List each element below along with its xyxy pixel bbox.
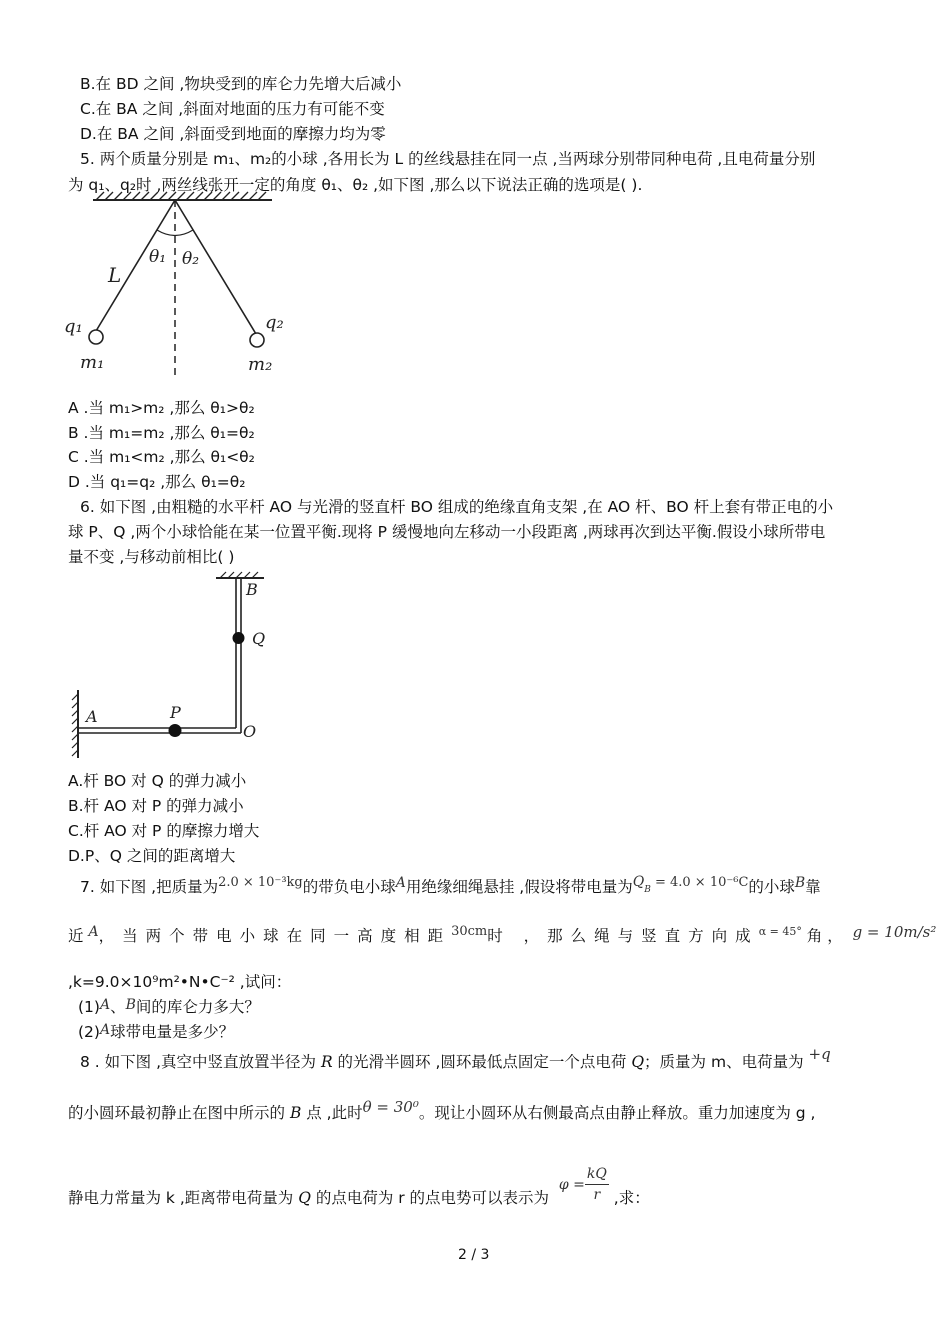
q6-option-d: D.P、Q 之间的距离增大	[68, 847, 236, 865]
q5-option-a: A .当 m₁>m₂ ,那么 θ₁>θ₂	[68, 399, 255, 417]
q6-label-P: P	[170, 703, 181, 722]
q8-stem-line1: 8 . 如下图 ,真空中竖直放置半径为 R 的光滑半圆环 ,圆环最低点固定一个点电荷 Q；质量为 m、电荷量为 +q	[80, 1045, 831, 1071]
page-number: 2 / 3	[458, 1247, 490, 1263]
q6-option-a: A.杆 BO 对 Q 的弹力减小	[68, 772, 247, 790]
q7-stem-line2: 近 A，当两个带电小球在同一高度相距$^{30cm}$时 ，那么绳与竖直方向成$^{\alpha = 45^\circ}$ 角 ， g = 10m/s²	[68, 923, 937, 945]
q5-figure	[60, 190, 290, 385]
q5-stem-line1: 5. 两个质量分别是 m₁、m₂的小球 ,各用长为 L 的丝线悬挂在同一点 ,当两球分别带同种电荷 ,且电荷量分别	[80, 150, 816, 168]
q5-stem-line2: 为 q₁、q₂时 ,两丝线张开一定的角度 θ₁、θ₂ ,如下图 ,那么以下说法正确的选项是( ).	[68, 176, 643, 194]
q5-option-d: D .当 q₁=q₂ ,那么 θ₁=θ₂	[68, 473, 246, 491]
q4-option-d: D.在 BA 之间 ,斜面受到地面的摩擦力均为零	[80, 125, 386, 143]
q7-stem-line1: 7. 如下图 ,把质量为$^{2.0 \times 10^{-3}kg}$的带负电小球A用绝缘细绳悬挂 ,假设将带电量为$Q_B$ $^{= 4.0 \times 10^{-6}C}$的小球B靠	[80, 874, 821, 896]
q8-potential-fraction: $\frac{kQ}{r}$	[586, 1166, 607, 1203]
q5-ball-right	[250, 333, 264, 347]
q5-option-c: C .当 m₁<m₂ ,那么 θ₁<θ₂	[68, 448, 255, 466]
q5-label-L: L	[108, 263, 122, 287]
q6-stem-line2: 球 P、Q ,两个小球恰能在某一位置平衡.现将 P 缓慢地向左移动一小段距离 ,两球再次到达平衡.假设小球所带电	[68, 523, 826, 541]
q6-option-c: C.杆 AO 对 P 的摩擦力增大	[68, 822, 260, 840]
q5-label-theta1: θ₁	[149, 247, 167, 267]
q6-label-O: O	[243, 722, 257, 741]
q5-label-q2: q₂	[265, 312, 284, 333]
q6-label-B: B	[246, 580, 258, 599]
q5-label-q1: q₁	[64, 316, 83, 337]
q8-stem-line3: 静电力常量为 k ,距离带电荷量为 Q 的点电荷为 r 的点电势可以表示为 φ = $\frac{kQ}{r}$ ,求：	[68, 1166, 650, 1207]
q6-label-A: A	[86, 707, 98, 726]
q7-question-1: (1)A、B间的库仑力多大？	[78, 997, 260, 1016]
q7-stem-line3: ,k=9.0×10⁹m²•N•C⁻² ,试问：	[68, 973, 292, 991]
q6-ball-q	[233, 632, 245, 644]
q8-stem-line2: 的小圆环最初静止在图中所示的 B 点 ,此时θ = 30⁰。现让小圆环从右侧最高点由静止释放。重力加速度为 g ,	[68, 1098, 816, 1122]
q6-ball-p	[169, 724, 182, 737]
q4-option-c: C.在 BA 之间 ,斜面对地面的压力有可能不变	[80, 100, 385, 118]
q4-option-b: B.在 BD 之间 ,物块受到的库仑力先增大后减小	[80, 75, 402, 93]
q6-stem-line1: 6. 如下图 ,由粗糙的水平杆 AO 与光滑的竖直杆 BO 组成的绝缘直角支架 ,在 AO 杆、BO 杆上套有带正电的小	[80, 498, 834, 516]
q5-label-theta2: θ₂	[182, 249, 200, 269]
q5-option-b: B .当 m₁=m₂ ,那么 θ₁=θ₂	[68, 424, 255, 442]
q6-stem-line3: 量不变 ,与移动前相比( )	[68, 548, 235, 566]
q7-question-2: (2)A球带电量是多少？	[78, 1022, 235, 1041]
q5-ball-left	[89, 330, 103, 344]
q5-label-m2: m₂	[248, 354, 273, 375]
q6-label-Q: Q	[252, 629, 266, 648]
q6-figure	[68, 570, 278, 765]
q5-label-m1: m₁	[80, 352, 105, 373]
q6-option-b: B.杆 AO 对 P 的弹力减小	[68, 797, 244, 815]
q7-mass: 2.0 × 10⁻³kg	[218, 875, 303, 890]
